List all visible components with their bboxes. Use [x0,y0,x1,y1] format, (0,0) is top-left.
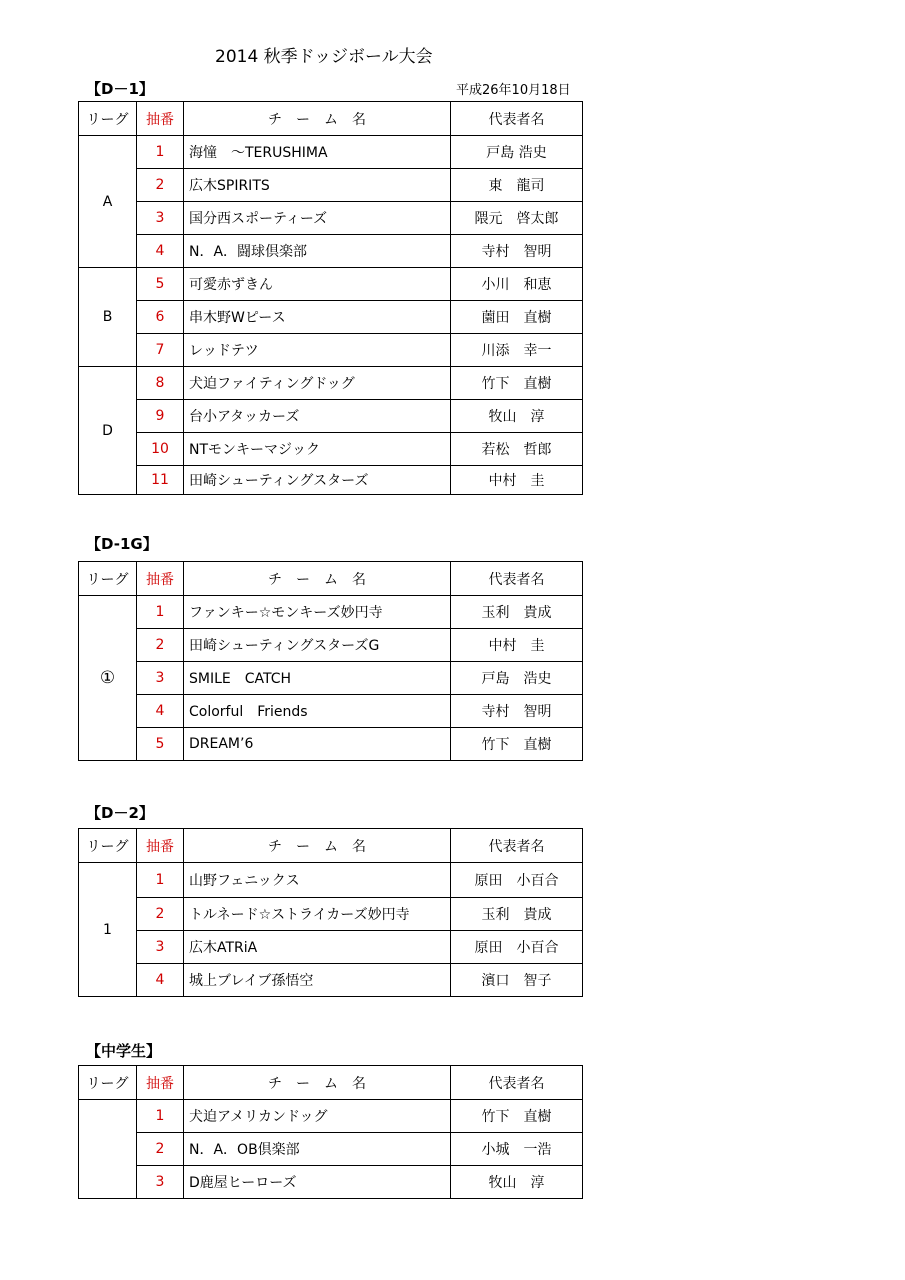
table-header-row [79,829,583,863]
team-name: Colorful Friends [184,695,451,728]
league-cell: D [79,367,137,495]
table-row [79,964,583,997]
draw-number: 5 [137,268,184,301]
team-name: 城上ブレイブ孫悟空 [184,964,451,997]
team-name: 田崎シューティングスターズ [184,466,451,495]
header-team: チ ー ム 名 [184,1066,451,1100]
draw-number: 6 [137,301,184,334]
header-league: リーグ [79,562,137,596]
header-number: 抽番 [137,562,184,596]
table-header-row [79,1066,583,1100]
league-cell: 1 [79,863,137,997]
draw-number: 3 [137,931,184,964]
representative-name: 小城 一浩 [451,1133,583,1166]
draw-number: 1 [137,596,184,629]
team-name: 串木野Wピース [184,301,451,334]
document-title: 2014 秋季ドッジボール大会 [215,47,433,67]
draw-number: 11 [137,466,184,495]
team-name: 犬迫ファイティングドッグ [184,367,451,400]
representative-name: 中村 圭 [451,629,583,662]
table-row [79,400,583,433]
section-label-d2: 【D－2】 [86,804,154,822]
table-row [79,662,583,695]
draw-number: 3 [137,1166,184,1199]
table-row [79,334,583,367]
draw-number: 4 [137,964,184,997]
table-row [79,1133,583,1166]
representative-name: 原田 小百合 [451,863,583,898]
section-label-junior-high: 【中学生】 [86,1042,162,1060]
draw-number: 8 [137,367,184,400]
table-row [79,728,583,761]
header-number: 抽番 [137,102,184,136]
representative-name: 川添 幸一 [451,334,583,367]
header-rep: 代表者名 [451,829,583,863]
representative-name: 玉利 貴成 [451,898,583,931]
header-number: 抽番 [137,829,184,863]
team-name: N．A．OB倶楽部 [184,1133,451,1166]
header-rep: 代表者名 [451,102,583,136]
team-name: 国分西スポーティーズ [184,202,451,235]
header-league: リーグ [79,1066,137,1100]
table-row [79,202,583,235]
table-row [79,1100,583,1133]
draw-number: 2 [137,169,184,202]
section-label-d1g: 【D-1G】 [86,535,158,553]
draw-number: 1 [137,863,184,898]
draw-number: 5 [137,728,184,761]
event-date: 平成26年10月18日 [456,83,571,98]
draw-number: 2 [137,1133,184,1166]
table-row [79,898,583,931]
draw-number: 2 [137,629,184,662]
roster-table-d1 [78,101,583,495]
header-team: チ ー ム 名 [184,562,451,596]
draw-number: 3 [137,202,184,235]
header-rep: 代表者名 [451,1066,583,1100]
table-row [79,695,583,728]
representative-name: 竹下 直樹 [451,367,583,400]
table-row [79,596,583,629]
representative-name: 竹下 直樹 [451,728,583,761]
roster-table-d2 [78,828,583,997]
table-row [79,169,583,202]
representative-name: 竹下 直樹 [451,1100,583,1133]
header-team: チ ー ム 名 [184,102,451,136]
header-league: リーグ [79,829,137,863]
representative-name: 隈元 啓太郎 [451,202,583,235]
table-row [79,136,583,169]
league-cell: A [79,136,137,268]
draw-number: 1 [137,136,184,169]
team-name: D鹿屋ヒーローズ [184,1166,451,1199]
roster-table-junior-high [78,1065,583,1199]
team-name: ファンキー☆モンキーズ妙円寺 [184,596,451,629]
table-header-row [79,562,583,596]
team-name: NTモンキーマジック [184,433,451,466]
representative-name: 牧山 淳 [451,400,583,433]
draw-number: 1 [137,1100,184,1133]
team-name: 台小アタッカーズ [184,400,451,433]
table-row [79,268,583,301]
draw-number: 3 [137,662,184,695]
representative-name: 戸島 浩史 [451,662,583,695]
table-row [79,863,583,898]
header-rep: 代表者名 [451,562,583,596]
team-name: レッドテツ [184,334,451,367]
table-row [79,931,583,964]
table-row [79,433,583,466]
table-row [79,629,583,662]
team-name: 犬迫アメリカンドッグ [184,1100,451,1133]
team-name: SMILE CATCH [184,662,451,695]
draw-number: 4 [137,695,184,728]
representative-name: 戸島 浩史 [451,136,583,169]
draw-number: 2 [137,898,184,931]
team-name: 山野フェニックス [184,863,451,898]
team-name: 海憧 ～TERUSHIMA [184,136,451,169]
representative-name: 薗田 直樹 [451,301,583,334]
league-cell [79,1100,137,1199]
header-league: リーグ [79,102,137,136]
representative-name: 中村 圭 [451,466,583,495]
team-name: 可愛赤ずきん [184,268,451,301]
draw-number: 7 [137,334,184,367]
team-name: 田崎シューティングスターズG [184,629,451,662]
league-cell: ① [79,596,137,761]
section-label-d1: 【D－1】 [86,80,154,98]
team-name: トルネード☆ストライカーズ妙円寺 [184,898,451,931]
representative-name: 寺村 智明 [451,235,583,268]
representative-name: 寺村 智明 [451,695,583,728]
draw-number: 4 [137,235,184,268]
representative-name: 原田 小百合 [451,931,583,964]
representative-name: 小川 和恵 [451,268,583,301]
team-name: DREAM’6 [184,728,451,761]
header-team: チ ー ム 名 [184,829,451,863]
representative-name: 牧山 淳 [451,1166,583,1199]
league-cell: B [79,268,137,367]
representative-name: 若松 哲郎 [451,433,583,466]
table-row [79,301,583,334]
representative-name: 玉利 貴成 [451,596,583,629]
table-row [79,466,583,495]
representative-name: 東 龍司 [451,169,583,202]
table-row [79,1166,583,1199]
draw-number: 9 [137,400,184,433]
representative-name: 濱口 智子 [451,964,583,997]
team-name: 広木SPIRITS [184,169,451,202]
roster-table-d1g [78,561,583,761]
team-name: N．A．闘球倶楽部 [184,235,451,268]
table-row [79,235,583,268]
table-header-row [79,102,583,136]
header-number: 抽番 [137,1066,184,1100]
team-name: 広木ATRiA [184,931,451,964]
table-row [79,367,583,400]
draw-number: 10 [137,433,184,466]
